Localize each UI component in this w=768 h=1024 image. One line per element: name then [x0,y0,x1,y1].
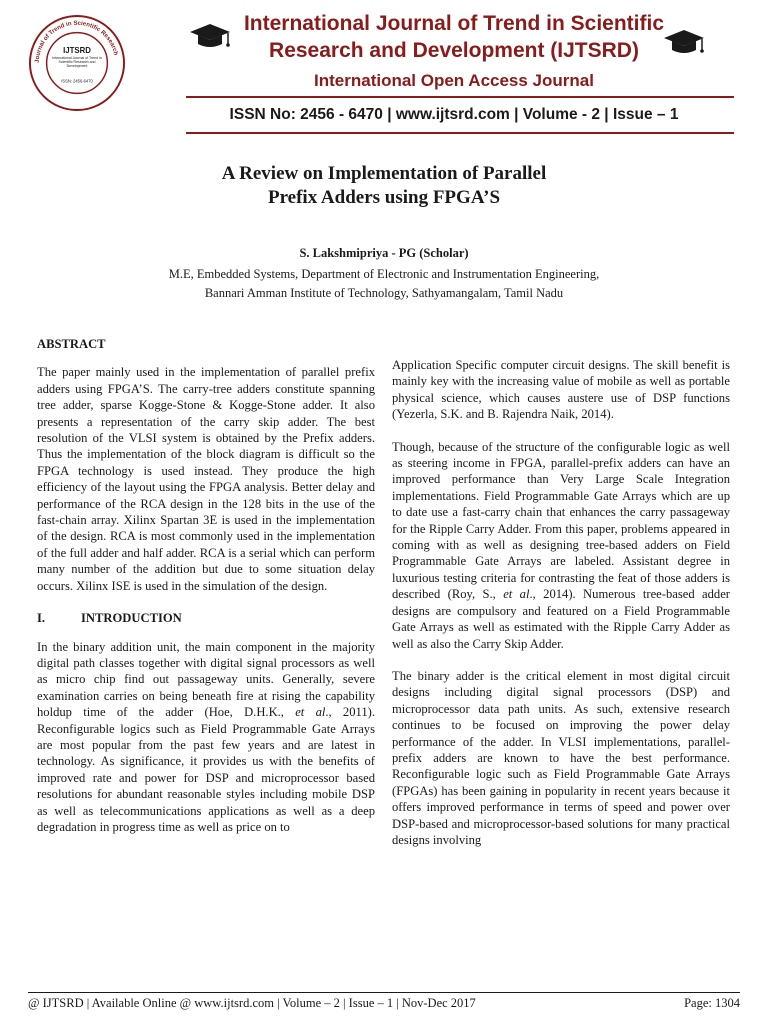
header-divider [186,96,734,98]
page-number: Page: 1304 [684,996,740,1010]
paper-title [0,162,768,210]
section-title: INTRODUCTION [81,611,182,626]
footer-divider [28,992,740,993]
abstract-heading: ABSTRACT [37,337,106,351]
left-column [37,336,375,851]
journal-title-line2: Research and Development (IJTSRD) [269,39,639,62]
affiliation-line2: Bannari Amman Institute of Technology, Sathyamangalam, Tamil Nadu [204,286,564,300]
abstract-text: The paper mainly used in the implementation of parallel prefix adders using FPGA’S. The carry-tree adders constitute spanning tree adder, sparse Kogge-Stone & Kogge-Stone adder. It also presents a representation of the carry skip adder. The best resolution of the VLSI system is obtained by the Prefix adders. Thus the implementation of the block diagram is difficult so the FPGA technology is used instead. They produce the high efficiency of the layout using the FPGA analysis. Better delay and performance of the RCA design in the 128 bits in the use of the fast-chain array. Xilinx Spartan 3E is used in the implementation of the design. RCA is most commonly used in the implementation of the full adder and half adder. RCA is a serial which can perform many number of the addition but due to some situation delay occurs. Xilinx ISE is used in the simulation of the design. [37,365,375,593]
seal-ring-text: Journal of Trend in Scientific Research [34,20,119,64]
header-divider [186,132,734,134]
section-number: I. [37,611,46,626]
journal-title-line1: International Journal of Trend in Scientific [243,12,665,35]
seal-acronym: IJTSRD [63,46,91,56]
issn-line: ISSN No: 2456 - 6470 | www.ijtsrd.com | Volume - 2 | Issue – 1 [229,106,679,123]
right-column [392,357,730,864]
introduction-heading [37,610,375,626]
body-paragraph: Though, because of the structure of the configurable logic as well as steering income in FPGA, parallel-prefix adders can have an improved performance than Very Large Scale Integration implementations. Field Programmable Gate Arrays which are up to date use a fast-carry chain that enhances the carry passageway for the Ripple Carry Adder. From this paper, problems appeared in coming with as well as designing tree-based adders on Field Programmable Gate Arrays are labeled. Assistant degree in luxurious testing criteria for contrasting the feat of those adders is described (Roy, S., et al., 2014). Numerous tree-based adder designs are compulsory and featured on a Field Programmable Gate Arrays as well as estimated with the Ripple Carry Adder as well as also the Carry Skip Adder. [392,439,730,651]
journal-subtitle: International Open Access Journal [314,71,594,90]
page-footer [28,996,740,1011]
journal-title [140,10,768,64]
footer-info: @ IJTSRD | Available Online @ www.ijtsrd.com | Volume – 2 | Issue – 1 | Nov-Dec 2017 [28,996,476,1010]
paper-title-line2: Prefix Adders using FPGA’S [267,187,501,208]
author-name: S. Lakshmipriya - PG (Scholar) [299,246,469,260]
introduction-paragraph: In the binary addition unit, the main component in the majority digital path classes together with digital signal processors as well as micro chip find out passageway units. Generally, severe examination carries on being beneath fire at rising the capability holdup time of the adder (Hoe, D.H.K., et al., 2011). Reconfigurable logics such as Field Programmable Gate Arrays are most popular from the past few years and are latest in technology. As significance, it provides us with the benefits of improved rate and power for DSP and microprocessor based resolutions for abundant reasonable styles including mobile DSP as well as telecommunications applications as well as a deep degradation in progress time as well as price on to [37,639,375,834]
seal-issn: ISSN: 2456-6470 [61,78,93,84]
body-paragraph: Application Specific computer circuit designs. The skill benefit is mainly key with the increasing value of mobile as well as portable physical science, which causes austere use of DSP functions (Yezerla, S.K. and B. Rajendra Naik, 2014). [392,358,730,422]
author-affiliation [0,265,768,303]
affiliation-line1: M.E, Embedded Systems, Department of Electronic and Instrumentation Engineering, [168,267,600,281]
body-paragraph: The binary adder is the critical element in most digital circuit designs including digital signal processors (DSP) and microprocessor data path units. As such, extensive research continues to be focused on improving the power delay performance of the adder. In VLSI implementations, parallel-prefix adders are known to have the best performance. Reconfigurable logic such as Field Programmable Gate Arrays (FPGAs) has been gaining in popularity in recent years because it offers improved performance in terms of speed and power over DSP-based and microprocessor-based solutions for many practical designs involving [392,668,730,847]
ijtsrd-seal-logo [28,14,126,112]
seal-center-text: International Journal of Trend in Scientific Research and Development [52,56,102,68]
paper-title-line1: A Review on Implementation of Parallel [221,163,547,184]
